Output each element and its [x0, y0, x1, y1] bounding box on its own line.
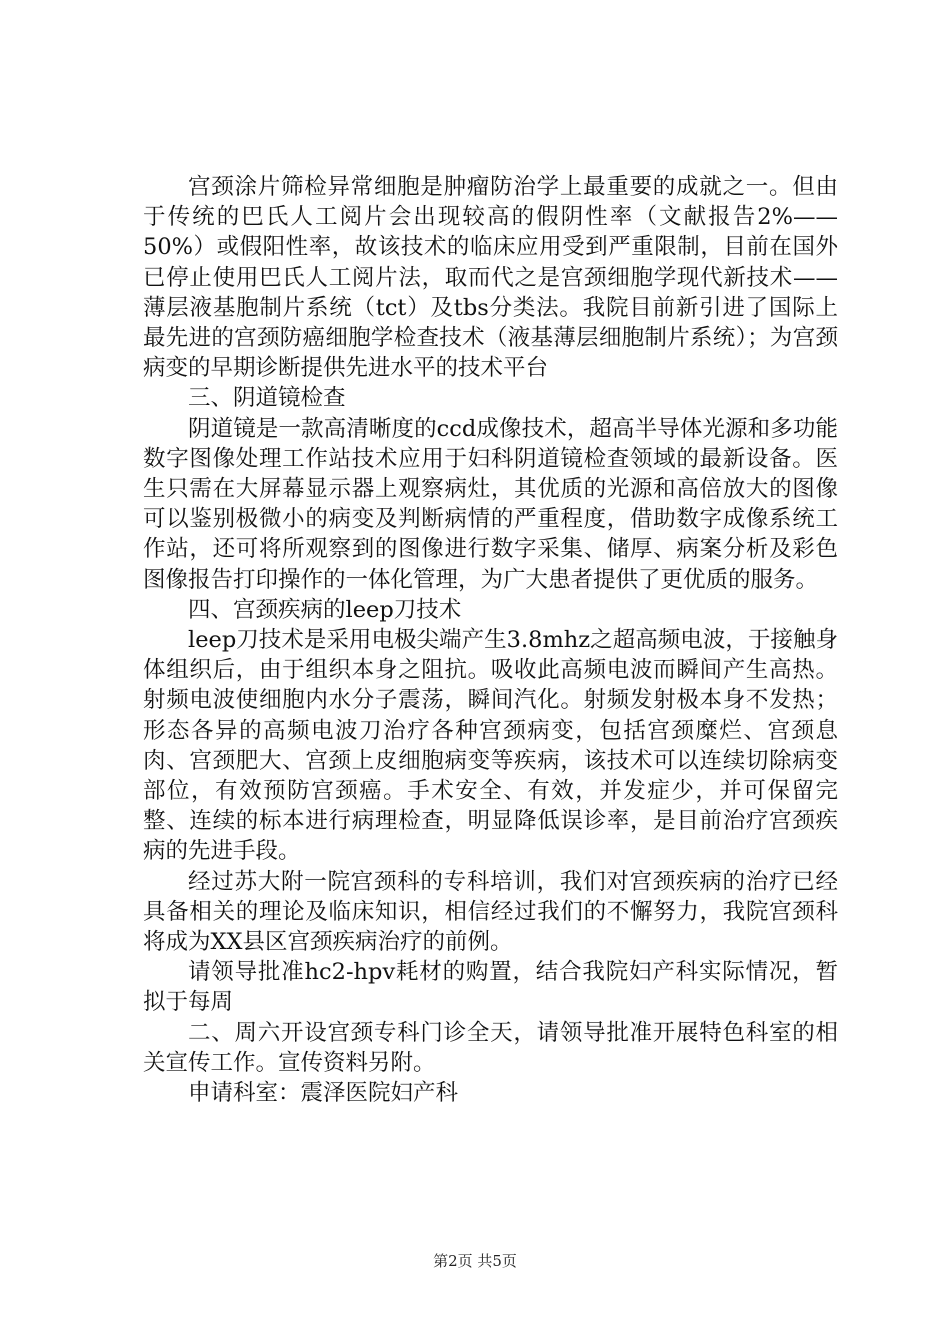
paragraph-request-hpv: 请领导批准hc2-hpv耗材的购置，结合我院妇产科实际情况，暂拟于每周	[143, 959, 838, 1016]
paragraph-leep: leep刀技术是采用电极尖端产生3.8mhz之超高频电波，于接触身体组织后，由于组织本身之阻抗。吸收此高频电波而瞬间产生高热。射频电波使细胞内水分子震荡，瞬间汽化。射频发射极本身不发热；形态各异的高频电波刀治疗各种宫颈病变，包括宫颈糜烂、宫颈息肉、宫颈肥大、宫颈上皮细胞病变等疾病，该技术可以连续切除病变部位，有效预防宫颈癌。手术安全、有效，并发症少，并可保留完整、连续的标本进行病理检查，明显降低误诊率，是目前治疗宫颈疾病的先进手段。	[143, 627, 838, 865]
paragraph-cervical-smear: 宫颈涂片筛检异常细胞是肿瘤防治学上最重要的成就之一。但由于传统的巴氏人工阅片会出现较高的假阴性率（文献报告2%——50%）或假阳性率，故该技术的临床应用受到严重限制，目前在国外已停止使用巴氏人工阅片法，取而代之是宫颈细胞学现代新技术——薄层液基胞制片系统（tct）及tbs分类法。我院目前新引进了国际上最先进的宫颈防癌细胞学检查技术（液基薄层细胞制片系统）；为宫颈病变的早期诊断提供先进水平的技术平台	[143, 174, 838, 382]
paragraph-training: 经过苏大附一院宫颈科的专科培训，我们对宫颈疾病的治疗已经具备相关的理论及临床知识，相信经过我们的不懈努力，我院宫颈科将成为XX县区宫颈疾病治疗的前例。	[143, 868, 838, 956]
paragraph-saturday-clinic: 二、周六开设宫颈专科门诊全天，请领导批准开展特色科室的相关宣传工作。宣传资料另附。	[143, 1019, 838, 1076]
heading-leep: 四、宫颈疾病的leep刀技术	[188, 596, 462, 623]
paragraph-colposcopy: 阴道镜是一款高清晰度的ccd成像技术，超高半导体光源和多功能数字图像处理工作站技术应用于妇科阴道镜检查领域的最新设备。医生只需在大屏幕显示器上观察病灶，其优质的光源和高倍放大的图像可以鉴别极微小的病变及判断病情的严重程度，借助数字成像系统工作站，还可将所观察到的图像进行数字采集、储厚、病案分析及彩色图像报告打印操作的一体化管理，为广大患者提供了更优质的服务。	[143, 415, 838, 593]
heading-colposcopy: 三、阴道镜检查	[188, 385, 346, 412]
page-footer: 第2页 共5页	[433, 1252, 517, 1270]
document-body	[143, 172, 838, 1108]
paragraph-applicant-dept: 申请科室：震泽医院妇产科	[188, 1080, 459, 1107]
